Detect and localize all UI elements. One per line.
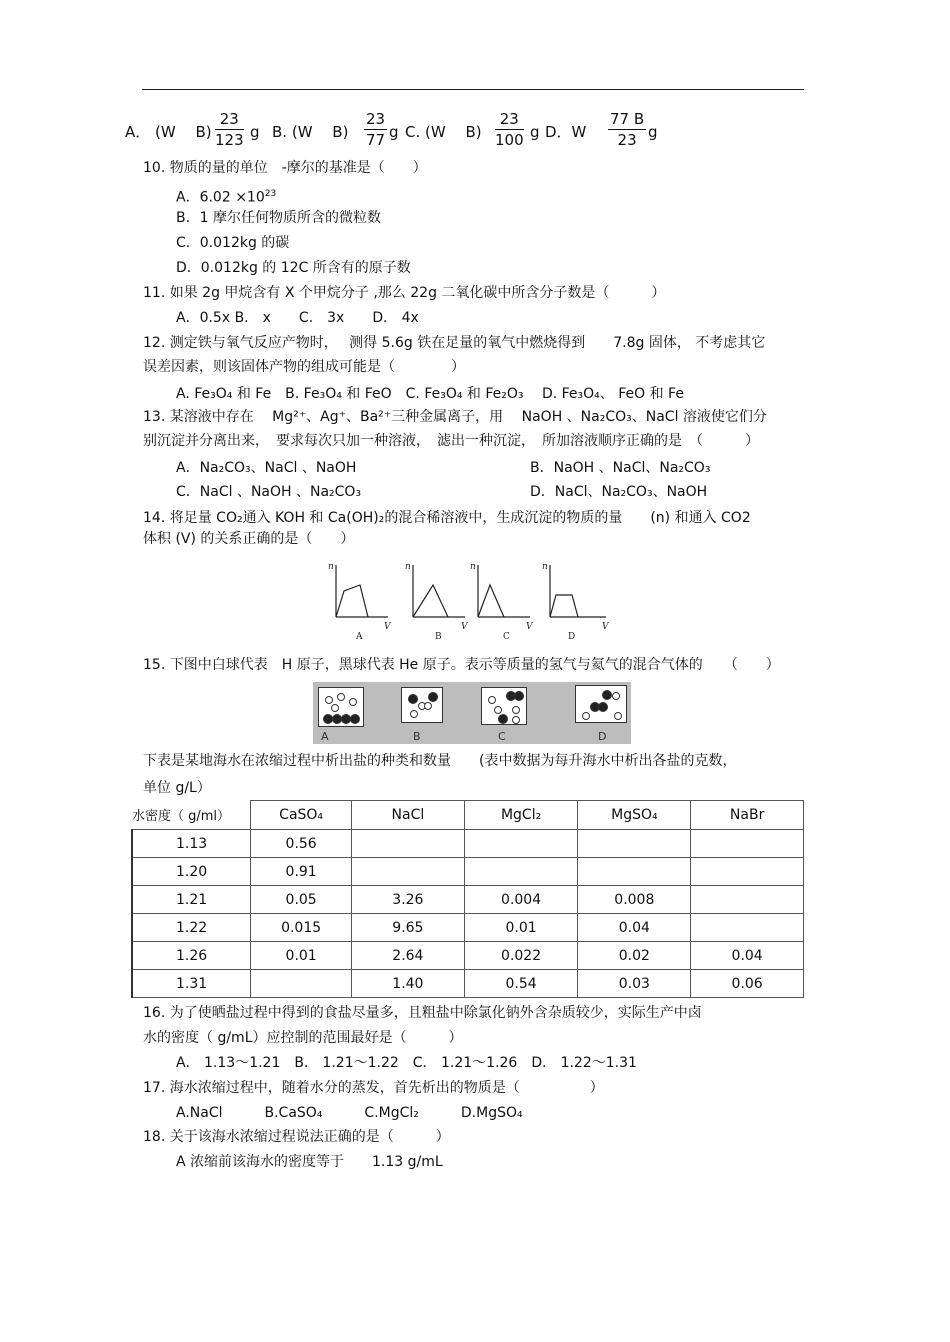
q14-graph-c-axis-v: V xyxy=(526,622,533,632)
q12-stem-line1: 12. 测定铁与氧气反应产物时， 测得 5.6g 铁在足量的氧气中燃烧得到 7.8g 固体， 不考虑其它 xyxy=(143,335,766,351)
q10-option-a: A．$6.02 \times 10^{23}$ xyxy=(176,189,277,206)
q13-stem-line2: 别沉淀并分离出来， 要求每次只加一种溶液， 滤出一种沉淀， 所加溶液顺序正确的是 （ ） xyxy=(143,433,759,449)
q14-graph-b-axis-v: V xyxy=(461,622,468,632)
table-row xyxy=(132,942,804,970)
q9-option-b-fraction: $\frac{23}{77}$ xyxy=(366,110,386,149)
table-cell xyxy=(578,858,691,886)
q14-graph-d-axis-n: n xyxy=(542,562,548,572)
q15-panel-d xyxy=(575,685,627,723)
table-cell xyxy=(251,970,352,998)
q16-stem-line2: 水的密度（ g/mL）应控制的范围最好是（ ） xyxy=(143,1030,463,1046)
table-cell: 1.31 xyxy=(132,970,251,998)
q9-option-a-fraction: $\frac{23}{123}$ xyxy=(215,110,244,149)
q10-stem: 10. 物质的量的单位 -摩尔的基准是（ ） xyxy=(143,160,427,176)
table-cell: 1.21 xyxy=(132,886,251,914)
table-row xyxy=(132,970,804,998)
table-cell: 0.06 xyxy=(691,970,804,998)
q14-graph-d-label: D xyxy=(568,632,576,642)
q17-options: A.NaCl B.CaSO₄ C.MgCl₂ D.MgSO₄ xyxy=(176,1105,523,1121)
table-cell xyxy=(691,830,804,858)
table-cell: 9.65 xyxy=(352,914,465,942)
q15-label-d: D xyxy=(598,730,607,743)
q14-graph-a xyxy=(328,562,392,642)
header-nabr: NaBr xyxy=(691,801,804,830)
table-cell: 0.01 xyxy=(251,942,352,970)
table-cell xyxy=(691,886,804,914)
q16-stem-line1: 16. 为了使晒盐过程中得到的食盐尽量多，且粗盐中除氯化钠外含杂质较少，实际生产中卤 xyxy=(143,1005,702,1021)
q14-graph-c-axis-n: n xyxy=(470,562,476,572)
q15-panel-a xyxy=(318,687,364,727)
q13-option-c: C．NaCl 、NaOH 、Na₂CO₃ xyxy=(176,484,362,500)
table-row xyxy=(132,830,804,858)
header-mgso4: MgSO₄ xyxy=(578,801,691,830)
table-cell xyxy=(691,858,804,886)
table-cell: 0.91 xyxy=(251,858,352,886)
q10-option-c: C．0.012kg 的碳 xyxy=(176,235,290,251)
q16-options: A． 1.13～1.21 B． 1.21～1.22 C． 1.21～1.26 D． 1.22～1.31 xyxy=(176,1055,637,1071)
q10-option-b: B．1 摩尔任何物质所含的微粒数 xyxy=(176,210,381,226)
q10-option-d: D．0.012kg 的 12C 所含有的原子数 xyxy=(176,260,411,276)
q9-option-c-prefix: C. (W B) xyxy=(405,123,482,141)
q13-option-b: B．NaOH 、NaCl、Na₂CO₃ xyxy=(530,460,711,476)
table-cell: 0.04 xyxy=(691,942,804,970)
table-row xyxy=(132,886,804,914)
table-row xyxy=(132,858,804,886)
q14-graph-a-label: A xyxy=(356,632,363,642)
q9-option-c-unit: g xyxy=(530,123,540,141)
q15-label-c: C xyxy=(498,730,506,743)
q13-option-d: D．NaCl、Na₂CO₃、NaOH xyxy=(530,484,708,500)
q13-stem-line1: 13. 某溶液中存在 Mg²⁺、Ag⁺、Ba²⁺三种金属离子，用 NaOH 、Na₂CO₃、NaCl 溶液使它们分 xyxy=(143,409,767,425)
table-cell: 1.40 xyxy=(352,970,465,998)
q14-graph-d-axis-v: V xyxy=(602,622,609,632)
table-cell: 0.015 xyxy=(251,914,352,942)
table-intro-line1: 下表是某地海水在浓缩过程中析出盐的种类和数量 (表中数据为每升海水中析出各盐的克数， xyxy=(143,753,737,769)
header-nacl: NaCl xyxy=(352,801,465,830)
q9-option-b-prefix: B. (W B) xyxy=(272,123,349,141)
q14-graph-a-axis-v: V xyxy=(384,622,391,632)
q11-stem: 11. 如果 2g 甲烷含有 X 个甲烷分子 ,那么 22g 二氧化碳中所含分子数是（ ） xyxy=(143,285,666,301)
table-cell: 0.54 xyxy=(464,970,578,998)
q14-graph-d xyxy=(542,562,610,642)
table-intro-line2: 单位 g/L） xyxy=(143,780,211,796)
q9-option-a-prefix: A． (W B) xyxy=(125,123,212,141)
q9-option-b-unit: g xyxy=(389,123,399,141)
table-cell: 0.04 xyxy=(578,914,691,942)
q18-option-a: A 浓缩前该海水的密度等于 1.13 g/mL xyxy=(176,1154,443,1170)
table-cell xyxy=(578,830,691,858)
q9-option-c-fraction: $\frac{23}{100}$ xyxy=(495,110,524,149)
q15-label-a: A xyxy=(321,730,329,743)
q14-stem-line2: 体积 (V) 的关系正确的是（ ） xyxy=(143,531,355,547)
salt-table-header-row xyxy=(132,801,804,830)
table-cell: 0.01 xyxy=(464,914,578,942)
table-row xyxy=(132,914,804,942)
q15-label-b: B xyxy=(413,730,421,743)
q14-graph-b-axis-n: n xyxy=(405,562,411,572)
q14-graphs xyxy=(318,555,618,645)
table-cell: 0.56 xyxy=(251,830,352,858)
q14-graph-c xyxy=(470,562,534,642)
q14-graph-b-label: B xyxy=(435,632,442,642)
q15-panel-b xyxy=(401,687,443,723)
table-cell xyxy=(352,858,465,886)
table-cell: 0.03 xyxy=(578,970,691,998)
q13-option-a: A．Na₂CO₃、NaCl 、NaOH xyxy=(176,460,357,476)
q18-stem: 18. 关于该海水浓缩过程说法正确的是（ ） xyxy=(143,1129,450,1145)
table-cell: 0.022 xyxy=(464,942,578,970)
header-rule xyxy=(142,89,804,90)
header-caso4: CaSO₄ xyxy=(251,801,352,830)
table-cell xyxy=(464,858,578,886)
q15-stem: 15. 下图中白球代表 H 原子，黑球代表 He 原子。表示等质量的氢气与氦气的混合气体的 （ ） xyxy=(143,657,780,673)
q15-particle-diagram xyxy=(313,682,631,744)
salt-table xyxy=(131,800,804,998)
q9-option-d-prefix: D．W xyxy=(545,123,587,141)
q12-stem-line2: 误差因素，则该固体产物的组成可能是（ ） xyxy=(143,359,465,375)
table-cell xyxy=(691,914,804,942)
q14-graph-a-axis-n: n xyxy=(328,562,334,572)
table-cell: 0.008 xyxy=(578,886,691,914)
table-cell: 2.64 xyxy=(352,942,465,970)
q14-stem-line1: 14. 将足量 CO₂通入 KOH 和 Ca(OH)₂的混合稀溶液中，生成沉淀的物质的量 (n) 和通入 CO2 xyxy=(143,510,751,526)
header-mgcl2: MgCl₂ xyxy=(464,801,578,830)
q9-option-d-unit: g xyxy=(648,123,658,141)
table-cell xyxy=(352,830,465,858)
q15-panel-c xyxy=(481,687,527,725)
q9-option-d-fraction: $\frac{77 B}{23}$ xyxy=(610,110,645,149)
q17-stem: 17. 海水浓缩过程中，随着水分的蒸发，首先析出的物质是（ ） xyxy=(143,1080,604,1096)
header-density: 水密度（ g/ml） xyxy=(132,801,251,830)
q14-graph-b xyxy=(405,562,469,642)
table-cell: 3.26 xyxy=(352,886,465,914)
q12-options: A. Fe₃O₄ 和 Fe B. Fe₃O₄ 和 FeO C. Fe₃O₄ 和 Fe₂O₃ D. Fe₃O₄、 FeO 和 Fe xyxy=(176,386,684,402)
table-cell: 1.20 xyxy=(132,858,251,886)
q11-options: A．0.5x B． x C． 3x D． 4x xyxy=(176,310,419,326)
table-cell: 0.02 xyxy=(578,942,691,970)
table-cell: 1.13 xyxy=(132,830,251,858)
table-cell: 0.004 xyxy=(464,886,578,914)
table-cell: 1.22 xyxy=(132,914,251,942)
q9-option-a-unit: g xyxy=(250,123,260,141)
table-cell: 1.26 xyxy=(132,942,251,970)
q14-graph-c-label: C xyxy=(503,632,510,642)
table-cell: 0.05 xyxy=(251,886,352,914)
table-cell xyxy=(464,830,578,858)
